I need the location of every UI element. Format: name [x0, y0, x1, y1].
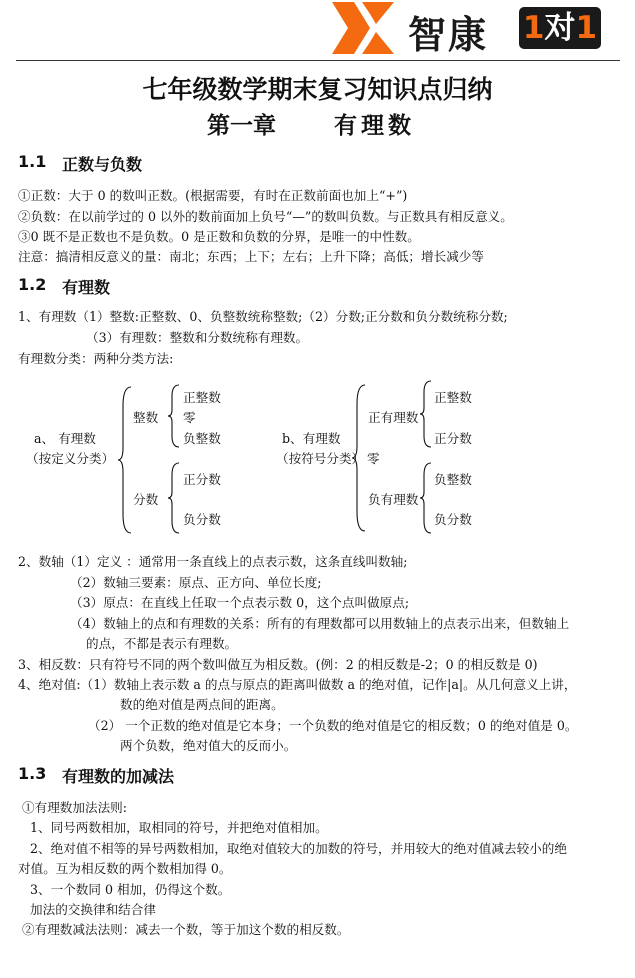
tree-b-positive-brace [420, 380, 432, 448]
s1-line-zero: ③0 既不是正数也不是负数。0 是正数和负数的分界，是唯一的中性数。 [18, 229, 420, 244]
absolute-value-1: 4、绝对值:（1）数轴上表示数 a 的点与原点的距离叫做数 a 的绝对值，记作|a|。从几何意义上讲， [18, 677, 577, 692]
brand-name: 智康 [408, 13, 489, 57]
tree-b-zero: 零 [367, 451, 380, 466]
s2-classify: 有理数分类：两种分类方法: [18, 351, 174, 366]
axis-relation: （4）数轴上的点和有理数的关系：所有的有理数都可以用数轴上的点表示出来，但数轴上 [70, 616, 570, 631]
brand-logo-icon [332, 2, 394, 54]
add-rule-1: 1、同号两数相加，取相同的符号，并把绝对值相加。 [30, 820, 328, 835]
tree-b-label: b、有理数 [282, 431, 341, 446]
absolute-value-1-cont: 数的绝对值是两点间的距离。 [120, 697, 284, 712]
tree-a-pos-frac: 正分数 [183, 472, 221, 487]
add-rule-title: ①有理数加法法则: [22, 800, 127, 815]
add-rule-2-cont: 对值。互为相反数的两个数相加得 0。 [18, 861, 232, 876]
s1-line-note: 注意：搞清相反意义的量：南北；东西；上下；左右；上升下降；高低；增长减少等 [18, 249, 484, 264]
tree-b-negative-label: 负有理数 [368, 492, 419, 507]
tree-b-pos-int: 正整数 [434, 390, 472, 405]
tree-b-neg-int: 负整数 [434, 472, 472, 487]
tree-a-fraction-label: 分数 [133, 492, 159, 507]
tree-b-neg-frac: 负分数 [434, 512, 472, 527]
tree-b-negative-brace [420, 462, 432, 534]
page-header [0, 0, 635, 60]
tree-a-sub: （按定义分类） [26, 451, 115, 466]
subtract-rule: ②有理数减法法则：减去一个数，等于加这个数的相反数。 [22, 922, 350, 937]
s1-line-negative: ②负数：在以前学过的 0 以外的数前面加上负号“—”的数叫负数。与正数具有相反意义。 [18, 209, 513, 224]
add-rule-3: 3、一个数同 0 相加，仍得这个数。 [30, 882, 231, 897]
document-title: 七年级数学期末复习知识点归纳 [142, 75, 493, 104]
tree-b-pos-frac: 正分数 [434, 431, 472, 446]
tree-a-neg-int: 负整数 [183, 431, 221, 446]
tree-a-integer-label: 整数 [133, 410, 159, 425]
tree-a-integer-brace [168, 384, 180, 448]
tree-b-main-brace [352, 384, 366, 532]
axis-origin: （3）原点：在直线上任取一个点表示数 0，这个点叫做原点; [70, 595, 410, 610]
section-1-1-heading: 正数与负数 [62, 155, 143, 174]
chapter-label: 第一章 [207, 112, 276, 139]
s2-def-1: 1、有理数（1）整数:正整数、0、负整数统称整数;（2）分数;正分数和负分数统称分数; [18, 309, 508, 324]
tree-b-positive-label: 正有理数 [368, 410, 419, 425]
opposite-number: 3、相反数：只有符号不同的两个数叫做互为相反数。(例：2 的相反数是-2；0 的相反数是 0) [18, 657, 538, 672]
section-1-1-number: 1.1 [18, 152, 47, 171]
absolute-value-2-cont: 两个负数，绝对值大的反而小。 [120, 738, 297, 753]
add-rule-2: 2、绝对值不相等的异号两数相加，取绝对值较大的加数的符号，并用较大的绝对值减去较小的绝 [30, 841, 567, 856]
s2-def-2: （3）有理数：整数和分数统称有理数。 [86, 330, 309, 345]
section-1-2-heading: 有理数 [62, 278, 111, 297]
section-1-2-number: 1.2 [18, 275, 47, 294]
tree-a-neg-frac: 负分数 [183, 512, 221, 527]
tree-a-zero: 零 [183, 410, 196, 425]
s1-line-positive: ①正数：大于 0 的数叫正数。(根据需要，有时在正数前面也加上“+”) [18, 188, 408, 203]
absolute-value-2: （2） 一个正数的绝对值是它本身；一个负数的绝对值是它的相反数；0 的绝对值是 0。 [88, 718, 578, 733]
axis-relation-cont: 的点，不都是表示有理数。 [86, 636, 238, 651]
section-1-3-heading: 有理数的加减法 [62, 767, 175, 786]
chapter-name: 有理数 [334, 112, 415, 139]
axis-definition: 2、数轴（1）定义 ：通常用一条直线上的点表示数，这条直线叫数轴; [18, 554, 408, 569]
axis-three-elements: （2）数轴三要素：原点、正方向、单位长度; [70, 575, 322, 590]
tree-a-label: a、 有理数 [34, 431, 96, 446]
header-divider [16, 60, 620, 61]
tree-a-pos-int: 正整数 [183, 390, 221, 405]
add-laws: 加法的交换律和结合律 [30, 902, 156, 917]
section-1-3-number: 1.3 [18, 764, 47, 783]
tree-a-fraction-brace [168, 462, 180, 534]
tree-a-main-brace [118, 386, 132, 534]
brand-badge: 1对1 [519, 7, 601, 49]
tree-b-sub: （按符号分类） [276, 451, 365, 466]
